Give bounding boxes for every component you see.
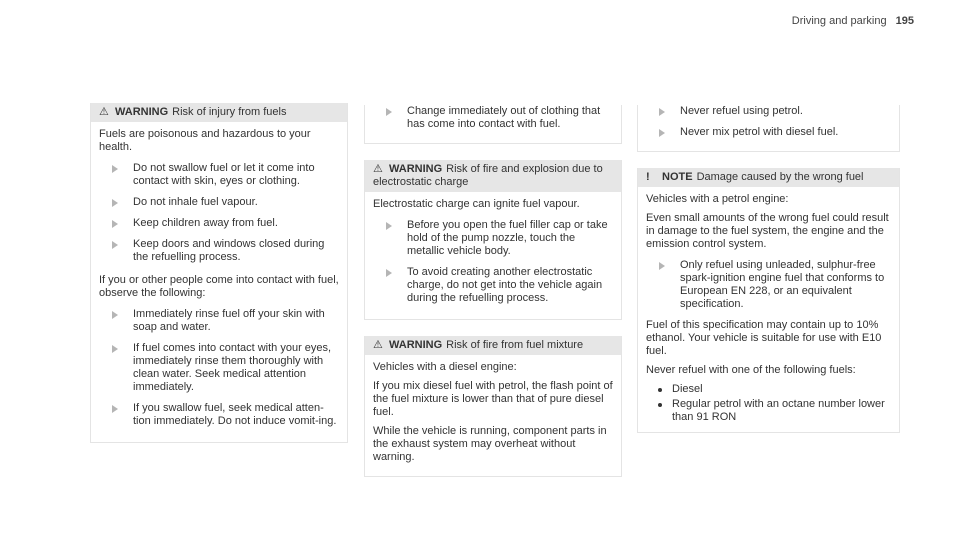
continued-steps [637,105,900,152]
exclamation-icon: ! [646,171,650,183]
warning-middle: If you or other people come into contact with fuel, observe the following: [99,274,339,299]
list-item: Diesel [646,383,891,396]
warning-header [365,160,621,192]
note-title: Damage caused by the wrong fuel [696,171,864,183]
paragraph: Vehicles with a petrol engine: [646,193,789,205]
warning-header [91,103,347,122]
warning-title: Risk of injury from fuels [172,106,287,118]
step-item: Only refuel using unleaded, sulphur-free spark-ignition engine fuel that conforms to European EN 228, or an equivalent specification. [646,259,891,311]
arrow-icon [386,108,392,116]
step-item: If fuel comes into contact with your eyes, immediately rinse them thoroughly with clean water. Seek medical attention immediately. [99,342,339,394]
step-item: To avoid creating another electrostatic charge, do not get into the vehicle again during the refuelling process. [373,266,613,305]
paragraph: While the vehicle is running, component parts in the exhaust system may overheat without warning. [373,425,607,463]
step-item: Before you open the fuel filler cap or take hold of the pump nozzle, touch the metallic vehicle body. [373,219,613,258]
column-1 [90,103,348,459]
warning-header [365,336,621,355]
arrow-icon [659,129,665,137]
arrow-icon [386,222,392,230]
arrow-icon [386,269,392,277]
paragraph: Even small amounts of the wrong fuel could result in damage to the fuel system, the engine and the emission control system. [646,212,889,250]
section-title: Driving and parking [791,15,887,27]
step-item: Keep doors and windows closed during the refuelling process. [99,238,339,264]
arrow-icon [112,311,118,319]
page-number: 195 [895,15,914,27]
warning-label: WARNING [115,106,169,118]
column-3 [637,103,900,449]
step-item: Keep children away from fuel. [99,217,339,230]
warning-label: WARNING [389,163,443,175]
arrow-icon [112,345,118,353]
arrow-icon [112,199,118,207]
paragraph: Fuel of this specification may contain up to 10% ethanol. Your vehicle is suitable for use with E10 fuel. [646,319,882,357]
step-item: Do not inhale fuel vapour. [99,196,339,209]
warning-body [91,122,347,442]
paragraph: Never refuel with one of the following fuels: [646,364,856,376]
warning-box-electrostatic [364,160,622,320]
page-header [792,15,914,28]
step-item: If you swallow fuel, seek medical atten-tion immediately. Do not induce vomit-ing. [99,402,339,428]
continued-steps [364,105,622,144]
step-item: Immediately rinse fuel off your skin with soap and water. [99,308,339,334]
bullet-icon [658,403,662,407]
paragraph: Vehicles with a diesel engine: [373,361,517,373]
step-item: Never refuel using petrol. [646,105,891,118]
note-box-wrong-fuel [637,168,900,433]
warning-box-fuels [90,103,348,443]
paragraph: If you mix diesel fuel with petrol, the flash point of the fuel mixture is lower than that of pure diesel fuel. [373,380,613,418]
step-item: Never mix petrol with diesel fuel. [646,126,891,139]
arrow-icon [659,108,665,116]
warning-title: Risk of fire from fuel mixture [446,339,584,351]
arrow-icon [659,262,665,270]
warning-box-fuel-mixture [364,336,622,477]
list-item: Regular petrol with an octane number lower than 91 RON [646,398,891,424]
warning-triangle-icon: ⚠ [373,339,383,351]
arrow-icon [112,220,118,228]
note-body [638,187,899,432]
warning-body [365,355,621,476]
bullet-icon [658,388,662,392]
arrow-icon [112,165,118,173]
column-2 [364,103,622,493]
arrow-icon [112,405,118,413]
warning-title: Risk of fire and explosion due to electrostatic charge [373,163,603,188]
warning-intro: Fuels are poisonous and hazardous to your health. [99,128,311,153]
warning-label: WARNING [389,339,443,351]
step-item: Change immediately out of clothing that has come into contact with fuel. [373,105,613,131]
note-label: NOTE [662,171,693,183]
arrow-icon [112,241,118,249]
warning-triangle-icon: ⚠ [99,106,109,118]
warning-triangle-icon: ⚠ [373,163,383,175]
step-item: Do not swallow fuel or let it come into contact with skin, eyes or clothing. [99,162,339,188]
warning-body [365,192,621,319]
warning-intro: Electrostatic charge can ignite fuel vapour. [373,198,580,210]
note-header [638,168,899,187]
